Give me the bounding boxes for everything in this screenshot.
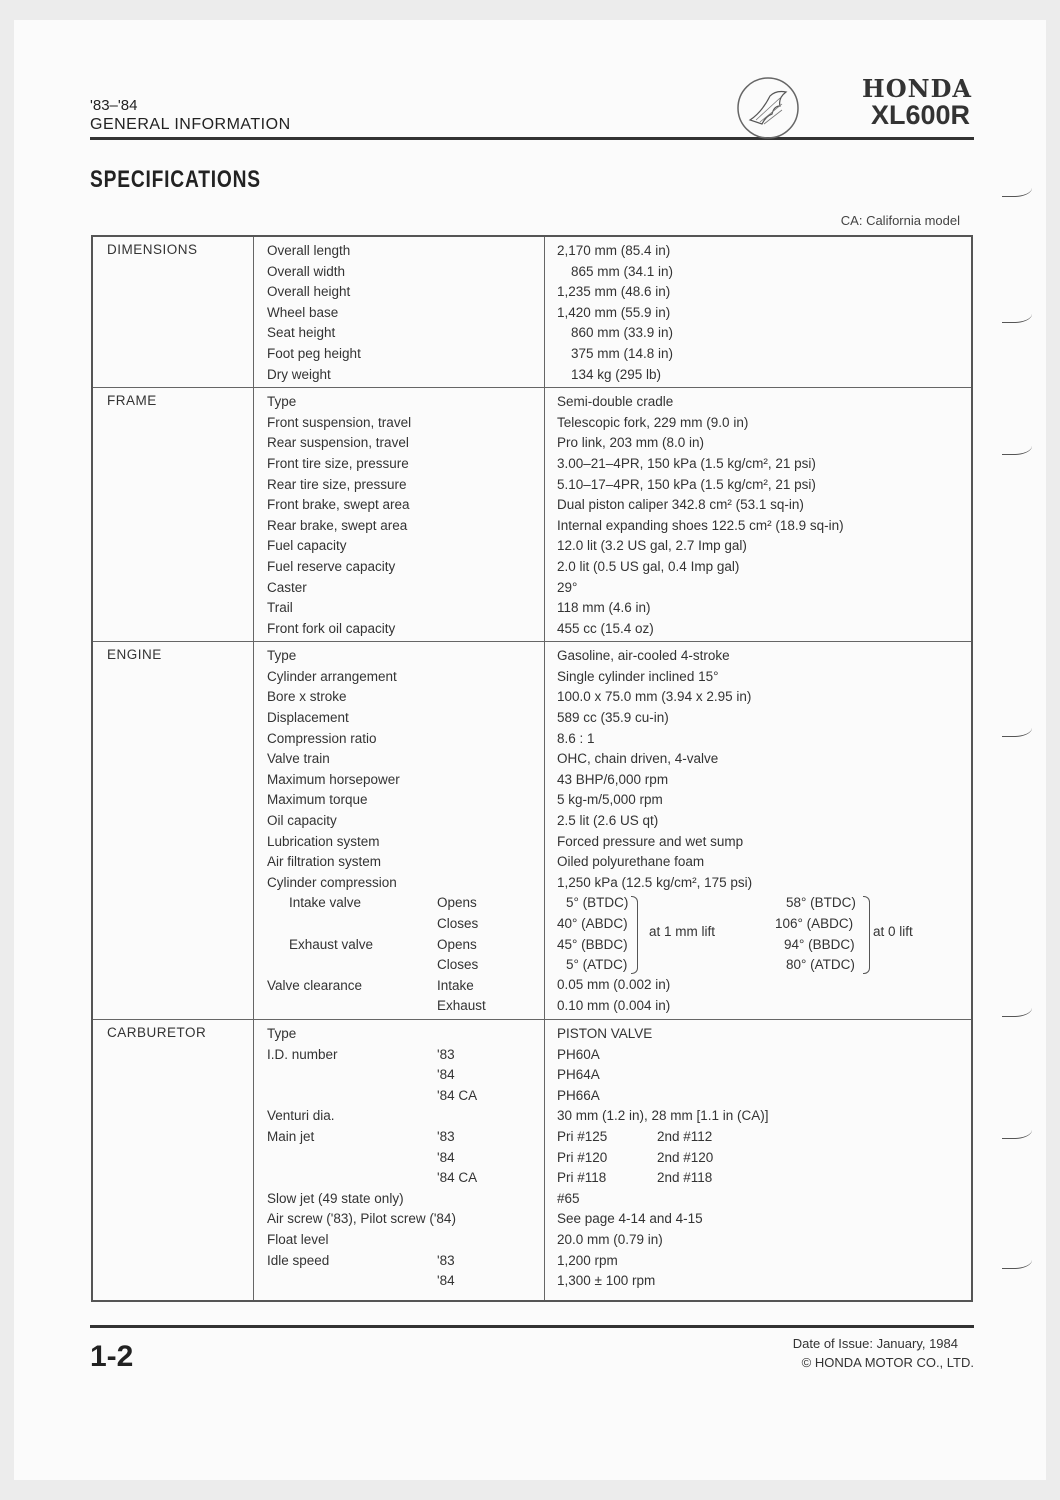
venturi-value: 30 mm (1.2 in), 28 mm [1.1 in (CA)] — [557, 1108, 769, 1124]
spec-line: Maximum torque — [267, 792, 368, 808]
california-note: CA: California model — [840, 213, 960, 228]
spec-line: Displacement — [267, 710, 349, 726]
id-year: '83 — [437, 1046, 455, 1062]
spec-line: Forced pressure and wet sump — [557, 833, 744, 849]
copyright: © HONDA MOTOR CO., LTD. — [801, 1355, 974, 1370]
spec-line: Fuel reserve capacity — [267, 558, 396, 574]
opens-label: Opens — [437, 936, 477, 952]
spec-line: Type — [267, 648, 297, 664]
intake-opens-row — [254, 893, 544, 914]
timing-0-label: at 0 lift — [873, 924, 913, 940]
spec-line: Compression ratio — [267, 730, 377, 746]
intake-valve-label: Intake valve — [289, 895, 362, 911]
spec-line: 45° (BBDC) — [557, 936, 628, 952]
idle-year: '84 — [437, 1273, 455, 1289]
valve-clearance-label: Valve clearance — [267, 977, 363, 993]
venturi-label: Venturi dia. — [267, 1108, 335, 1124]
spec-line: Dry weight — [267, 366, 331, 382]
spec-line: Cylinder compression — [267, 874, 397, 890]
main-jet-pri: Pri #120 — [557, 1149, 608, 1165]
spec-line: Rear tire size, pressure — [267, 476, 407, 492]
valve-timing — [545, 893, 971, 975]
spec-line: 865 mm (34.1 in) — [571, 263, 674, 279]
spec-line: Internal expanding shoes 122.5 cm² (18.9 sq-in) — [557, 517, 844, 533]
main-jet-pri: Pri #118 — [557, 1170, 607, 1186]
engine-values — [545, 646, 971, 893]
spec-line: Front fork oil capacity — [267, 620, 396, 636]
section-frame — [92, 388, 972, 642]
spec-line: 5 kg-m/5,000 rpm — [557, 792, 663, 808]
clearance-intake-row — [254, 976, 544, 997]
spec-line: Semi-double cradle — [557, 394, 674, 410]
spec-line: 12.0 lit (3.2 US gal, 2.7 Imp gal) — [557, 538, 747, 554]
air-screw-value: See page 4-14 and 4-15 — [557, 1211, 703, 1227]
spec-line: Overall length — [267, 243, 351, 258]
spec-line: 375 mm (14.8 in) — [571, 345, 674, 361]
frame-values — [545, 388, 971, 641]
exhaust-valve-label: Exhaust valve — [289, 936, 374, 952]
main-jet-2nd: 2nd #120 — [657, 1149, 714, 1165]
spec-line: 2,170 mm (85.4 in) — [557, 243, 671, 258]
carb-type-label: Type — [267, 1025, 297, 1041]
main-jet-year: '84 CA — [437, 1170, 478, 1186]
spec-line: Cylinder arrangement — [267, 668, 397, 684]
header-rule — [90, 137, 974, 140]
spec-line: Type — [267, 394, 297, 410]
idle-value: 1,300 ± 100 rpm — [557, 1273, 656, 1289]
intake-label: Intake — [437, 977, 474, 993]
dimensions-items — [254, 237, 544, 387]
main-jet-pri: Pri #125 — [557, 1128, 608, 1144]
spec-line: 1,235 mm (48.6 in) — [557, 284, 671, 300]
section-engine — [92, 642, 972, 1020]
spec-line: 118 mm (4.6 in) — [557, 600, 651, 616]
timing-1mm-label: at 1 mm lift — [649, 924, 716, 940]
spec-line: 8.6 : 1 — [557, 730, 595, 746]
spec-line: 455 cc (15.4 oz) — [557, 620, 654, 636]
spec-line: Rear brake, swept area — [267, 517, 408, 533]
spec-line: Oil capacity — [267, 813, 337, 829]
page-title: SPECIFICATIONS — [90, 166, 261, 193]
section-label: DIMENSIONS — [92, 236, 254, 388]
timing-0-values — [775, 893, 856, 975]
carb-type-value: PISTON VALVE — [557, 1025, 653, 1041]
footer-rule — [90, 1325, 974, 1328]
spec-line: Front brake, swept area — [267, 497, 410, 513]
spec-line: 94° (BBDC) — [784, 936, 855, 952]
spec-line: 43 BHP/6,000 rpm — [557, 771, 669, 787]
spec-line: Single cylinder inclined 15° — [557, 668, 719, 684]
main-jet-year: '83 — [437, 1128, 455, 1144]
idle-speed-label: Idle speed — [267, 1252, 330, 1268]
spec-line: 1,250 kPa (12.5 kg/cm², 175 psi) — [557, 874, 753, 890]
spec-line: 1,420 mm (55.9 in) — [557, 304, 671, 320]
section-dimensions — [92, 236, 972, 388]
spec-line: 2.5 lit (2.6 US qt) — [557, 813, 659, 829]
spec-line: 589 cc (35.9 cu-in) — [557, 710, 669, 726]
spec-line: 58° (BTDC) — [786, 895, 856, 911]
spec-line: Seat height — [267, 325, 336, 341]
bracket-0 — [863, 896, 870, 974]
model-years: '83–'84 — [90, 97, 138, 114]
model-name: XL600R — [870, 100, 970, 130]
main-jet-label: Main jet — [267, 1128, 315, 1144]
spec-line: 100.0 x 75.0 mm (3.94 x 2.95 in) — [557, 689, 752, 705]
float-level-label: Float level — [267, 1231, 329, 1247]
spec-line: Fuel capacity — [267, 538, 347, 554]
section-label: FRAME — [92, 388, 254, 642]
spec-line: Maximum horsepower — [267, 771, 400, 787]
spec-line: Pro link, 203 mm (8.0 in) — [557, 435, 705, 451]
id-year: '84 CA — [437, 1087, 478, 1103]
spec-line: Wheel base — [267, 304, 339, 320]
frame-items — [254, 388, 544, 641]
engine-items — [254, 646, 544, 893]
exhaust-closes-row — [254, 955, 544, 976]
spec-line: 29° — [557, 579, 578, 595]
spec-line: Overall height — [267, 284, 351, 300]
id-number-label: I.D. number — [267, 1046, 338, 1062]
opens-label: Opens — [437, 895, 477, 911]
spec-line: Dual piston caliper 342.8 cm² (53.1 sq-in) — [557, 497, 804, 513]
spec-line: Bore x stroke — [267, 689, 347, 705]
id-year: '84 — [437, 1067, 455, 1083]
issue-date: Date of Issue: January, 1984 — [792, 1336, 958, 1351]
idle-value: 1,200 rpm — [557, 1252, 618, 1268]
spec-line: 5.10–17–4PR, 150 kPa (1.5 kg/cm², 21 psi) — [557, 476, 816, 492]
spec-line: Rear suspension, travel — [267, 435, 409, 451]
bracket-1mm — [631, 896, 638, 974]
clearance-exhaust-row — [254, 996, 544, 1017]
intake-closes-row — [254, 914, 544, 935]
spec-line: 5° (ATDC) — [566, 957, 628, 973]
spec-line: Caster — [267, 579, 307, 595]
spec-line: Oiled polyurethane foam — [557, 854, 705, 870]
section-title: GENERAL INFORMATION — [90, 116, 291, 133]
specifications-table — [91, 235, 973, 1302]
spec-line: 5° (BTDC) — [566, 895, 629, 911]
section-carburetor — [92, 1019, 972, 1300]
section-label: CARBURETOR — [92, 1019, 254, 1300]
spec-line: 3.00–21–4PR, 150 kPa (1.5 kg/cm², 21 psi) — [557, 455, 816, 471]
spec-line: Front suspension, travel — [267, 414, 412, 430]
closes-label: Closes — [437, 957, 479, 973]
id-value: PH60A — [557, 1046, 600, 1062]
spec-line: Telescopic fork, 229 mm (9.0 in) — [557, 414, 749, 430]
spec-line: OHC, chain driven, 4-valve — [557, 751, 719, 767]
spec-line: 860 mm (33.9 in) — [571, 325, 674, 341]
spec-line: 2.0 lit (0.5 US gal, 0.4 Imp gal) — [557, 558, 740, 574]
idle-year: '83 — [437, 1252, 455, 1268]
slow-jet-value: #65 — [557, 1190, 580, 1206]
spec-line: 134 kg (295 lb) — [571, 366, 662, 382]
section-label: ENGINE — [92, 642, 254, 1020]
clearance-values — [545, 975, 971, 1016]
spec-line: Overall width — [267, 263, 346, 279]
spec-line: Front tire size, pressure — [267, 455, 409, 471]
spec-line: 106° (ABDC) — [775, 916, 854, 931]
spec-line: 40° (ABDC) — [557, 916, 628, 931]
spec-line: 0.10 mm (0.004 in) — [557, 998, 671, 1013]
spec-line: Air filtration system — [267, 854, 382, 870]
main-jet-2nd: 2nd #118 — [657, 1170, 713, 1186]
spec-line: 80° (ATDC) — [786, 957, 855, 973]
exhaust-opens-row — [254, 935, 544, 956]
honda-wing-logo-icon — [736, 76, 800, 140]
spec-line: Valve train — [267, 751, 330, 767]
timing-1mm-values — [557, 893, 628, 975]
dimensions-values — [545, 237, 971, 387]
spec-line: Gasoline, air-cooled 4-stroke — [557, 648, 730, 664]
page-number: 1-2 — [90, 1340, 134, 1373]
id-value: PH66A — [557, 1087, 600, 1103]
spec-line: Foot peg height — [267, 345, 361, 361]
slow-jet-label: Slow jet (49 state only) — [267, 1190, 404, 1206]
float-level-value: 20.0 mm (0.79 in) — [557, 1231, 663, 1247]
spec-line: Lubrication system — [267, 833, 380, 849]
brand-name: HONDA — [862, 74, 972, 103]
spec-line: 0.05 mm (0.002 in) — [557, 977, 671, 993]
spec-line: Trail — [267, 600, 293, 616]
closes-label: Closes — [437, 916, 479, 931]
main-jet-2nd: 2nd #112 — [657, 1128, 713, 1144]
id-value: PH64A — [557, 1067, 600, 1083]
main-jet-year: '84 — [437, 1149, 455, 1165]
exhaust-label: Exhaust — [437, 998, 486, 1014]
air-screw-label: Air screw ('83), Pilot screw ('84) — [267, 1211, 456, 1227]
